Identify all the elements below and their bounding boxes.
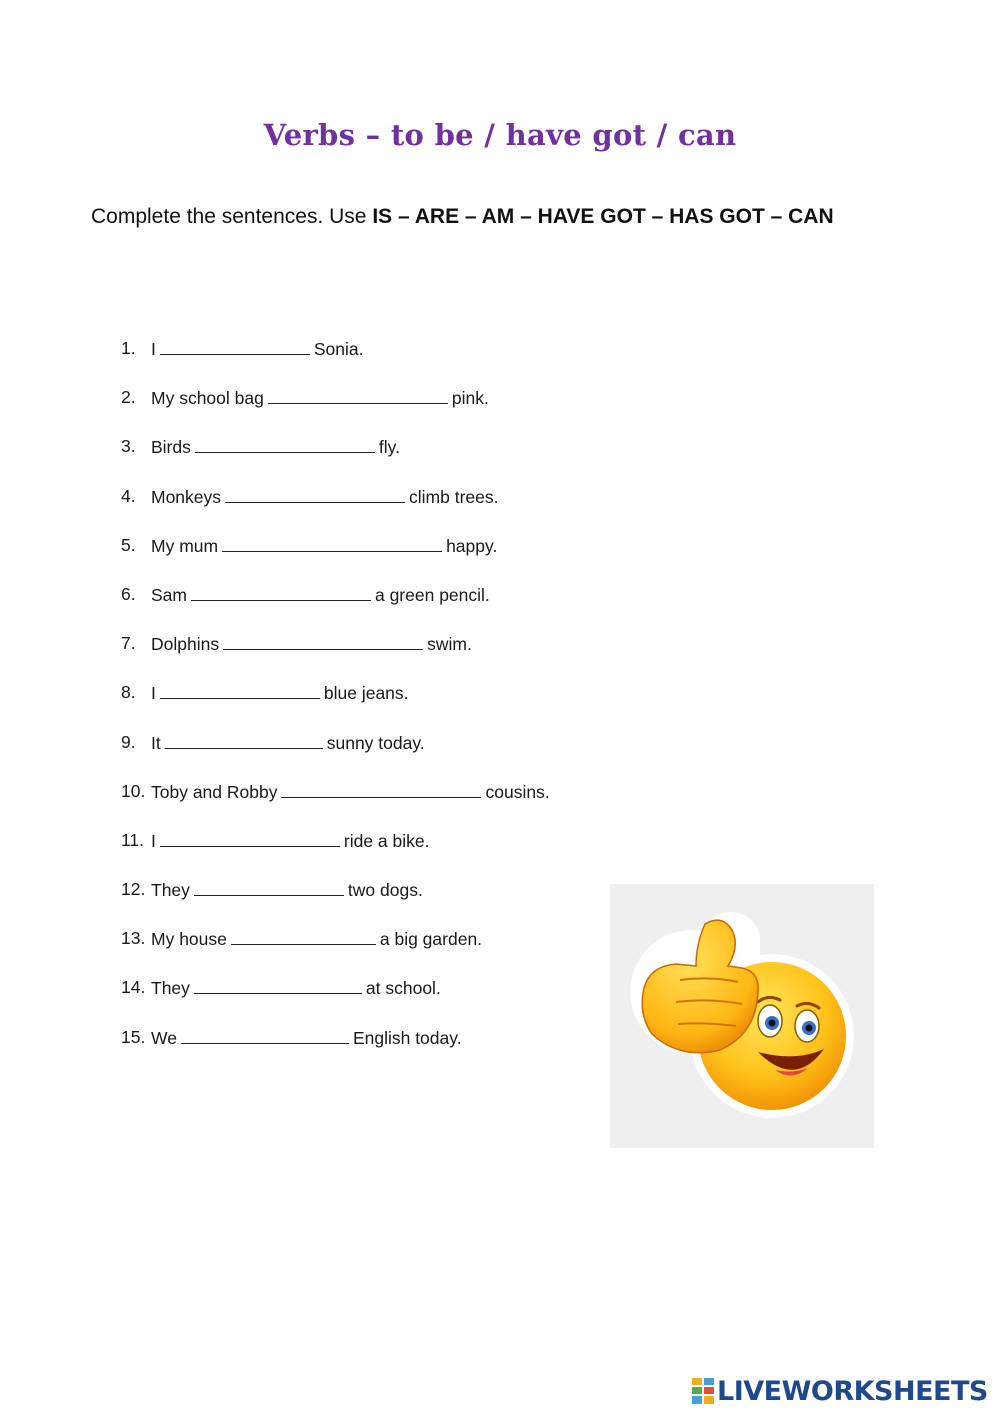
sentence-start: My house xyxy=(151,929,227,950)
liveworksheets-text: LIVEWORKSHEETS xyxy=(717,1375,988,1407)
exercise-sentence xyxy=(151,977,441,999)
sentence-start: My mum xyxy=(151,535,219,556)
sentence-start: I xyxy=(151,830,156,851)
sentence-end: a green pencil. xyxy=(374,584,490,605)
sentence-end: pink. xyxy=(451,388,489,409)
exercise-number: 1. xyxy=(121,338,136,358)
sentence-end: swim. xyxy=(427,634,472,655)
exercise-sentence xyxy=(151,486,499,508)
thumbs-up-smiley-icon xyxy=(610,884,874,1148)
exercise-item xyxy=(121,928,550,977)
exercise-number: 6. xyxy=(121,583,136,604)
exercise-number: 7. xyxy=(121,633,136,654)
answer-blank[interactable] xyxy=(225,486,405,503)
answer-blank[interactable] xyxy=(281,781,481,798)
exercise-sentence xyxy=(151,584,490,606)
exercise-item xyxy=(121,977,550,1026)
exercise-sentence xyxy=(151,535,497,557)
exercise-item xyxy=(121,830,550,879)
sentence-start: I xyxy=(151,339,156,359)
exercise-number: 14. xyxy=(121,977,146,998)
liveworksheets-mark-icon xyxy=(692,1378,714,1404)
sentence-start: I xyxy=(151,683,156,704)
sentence-start: They xyxy=(151,880,190,901)
exercise-number: 3. xyxy=(121,436,136,457)
answer-blank[interactable] xyxy=(181,1027,349,1044)
exercise-sentence xyxy=(151,879,423,901)
sentence-start: Monkeys xyxy=(151,486,222,507)
liveworksheets-logo xyxy=(692,1374,988,1408)
exercise-item xyxy=(121,338,550,387)
sentence-start: Birds xyxy=(151,437,191,458)
sentence-start: My school bag xyxy=(151,388,264,409)
sentence-end: Sonia. xyxy=(313,339,364,359)
sentence-end: cousins. xyxy=(485,781,550,802)
answer-blank[interactable] xyxy=(195,436,375,453)
exercise-item xyxy=(121,584,550,633)
instructions xyxy=(91,205,834,229)
exercise-sentence xyxy=(151,387,489,409)
answer-blank[interactable] xyxy=(268,387,448,404)
exercise-item xyxy=(121,486,550,535)
exercise-list xyxy=(121,338,550,1076)
instructions-options: IS – ARE – AM – HAVE GOT – HAS GOT – CAN xyxy=(372,205,834,228)
sentence-end: English today. xyxy=(352,1027,462,1048)
exercise-sentence xyxy=(151,1027,462,1049)
exercise-number: 2. xyxy=(121,387,136,408)
answer-blank[interactable] xyxy=(231,928,376,945)
exercise-item xyxy=(121,879,550,928)
answer-blank[interactable] xyxy=(160,682,320,699)
answer-blank[interactable] xyxy=(165,732,323,749)
exercise-number: 5. xyxy=(121,534,136,555)
exercise-number: 4. xyxy=(121,485,136,506)
exercise-number: 13. xyxy=(121,928,146,949)
sentence-start: Dolphins xyxy=(151,634,220,655)
exercise-number: 10. xyxy=(121,780,146,801)
answer-blank[interactable] xyxy=(160,338,310,355)
exercise-number: 8. xyxy=(121,682,136,703)
sentence-start: They xyxy=(151,978,190,999)
answer-blank[interactable] xyxy=(222,535,442,552)
exercise-sentence xyxy=(151,928,482,950)
exercise-item xyxy=(121,732,550,781)
sentence-end: a big garden. xyxy=(379,929,483,950)
exercise-number: 9. xyxy=(121,731,136,752)
sentence-end: blue jeans. xyxy=(323,683,409,704)
sentence-end: at school. xyxy=(365,978,441,999)
answer-blank[interactable] xyxy=(194,977,362,994)
exercise-sentence xyxy=(151,732,425,754)
exercise-item xyxy=(121,781,550,830)
sentence-start: It xyxy=(151,732,161,753)
exercise-number: 11. xyxy=(121,829,145,850)
answer-blank[interactable] xyxy=(191,584,371,601)
exercise-sentence xyxy=(151,830,429,852)
sentence-end: sunny today. xyxy=(326,732,425,753)
exercise-item xyxy=(121,387,550,436)
sentence-end: fly. xyxy=(378,437,400,458)
exercise-item xyxy=(121,436,550,485)
exercise-item xyxy=(121,682,550,731)
exercise-sentence xyxy=(151,436,400,458)
sentence-start: Sam xyxy=(151,584,187,605)
sentence-end: two dogs. xyxy=(347,880,423,901)
exercise-sentence xyxy=(151,682,409,704)
sentence-end: happy. xyxy=(446,535,498,556)
sentence-start: We xyxy=(151,1027,177,1048)
exercise-sentence xyxy=(151,781,550,803)
instructions-prefix: Complete the sentences. Use xyxy=(91,205,373,228)
exercise-item xyxy=(121,535,550,584)
answer-blank[interactable] xyxy=(223,633,423,650)
sentence-end: climb trees. xyxy=(409,486,499,507)
answer-blank[interactable] xyxy=(194,879,344,896)
exercise-sentence xyxy=(151,633,472,655)
exercise-item xyxy=(121,633,550,682)
answer-blank[interactable] xyxy=(160,830,340,847)
exercise-item xyxy=(121,1027,550,1076)
exercise-number: 12. xyxy=(121,879,146,900)
exercise-sentence xyxy=(151,338,364,360)
sentence-start: Toby and Robby xyxy=(151,781,278,802)
worksheet-title: Verbs – to be / have got / can xyxy=(263,118,737,152)
exercise-number: 15. xyxy=(121,1026,146,1047)
sentence-end: ride a bike. xyxy=(343,830,430,851)
